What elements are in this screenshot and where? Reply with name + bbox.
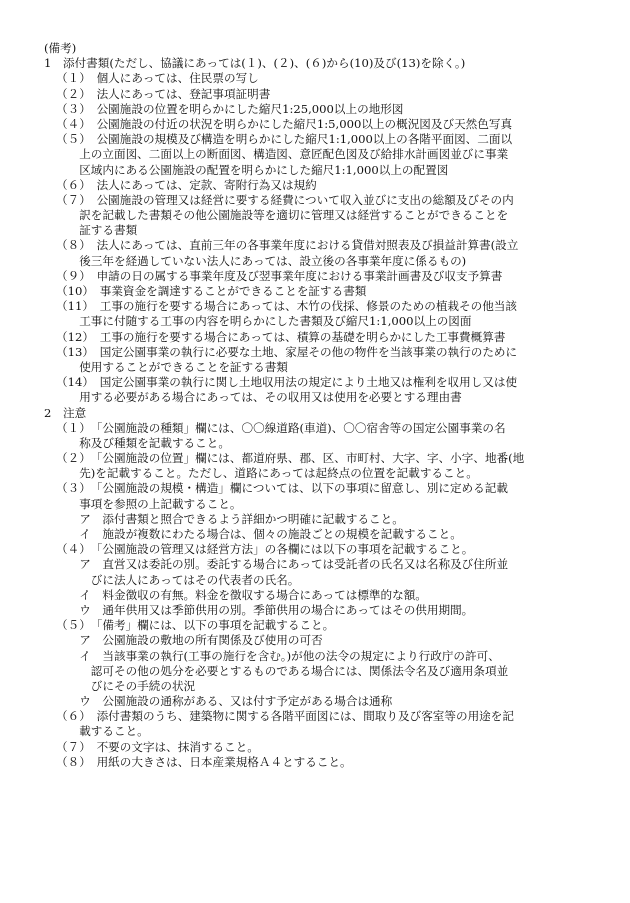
list-item-text: （14） 国定公園事業の執行に関し土地収用法の規定により土地又は権利を収用し又は使 [56, 375, 518, 390]
list-item [44, 102, 608, 117]
list-item [44, 269, 608, 284]
list-item [44, 709, 608, 739]
list-item-continuation: イ 料金徴収の有無。料金を徴収する場合にあっては標準的な額。 [56, 587, 427, 602]
list-item [44, 481, 608, 542]
list-item-text: （４） 「公園施設の管理又は経営方法」の各欄には以下の事項を記載すること。 [56, 542, 474, 557]
list-item [44, 238, 608, 268]
list-item-continuation: びにその手続の状況 [56, 678, 196, 693]
list-item-continuation: イ 当該事業の執行(工事の施行を含む。)が他の法令の規定により行政庁の許可、 [56, 648, 500, 663]
list-item-continuation: ア 公園施設の敷地の所有関係及び使用の可否 [56, 633, 323, 648]
list-item-text: （８） 法人にあっては、直前三年の各事業年度における貸借対照表及び損益計算書(設立 [56, 238, 519, 253]
list-item-text: （10） 事業資金を調達することができることを証する書類 [56, 284, 367, 298]
list-item-continuation: 区域内にある公園施設の配置を明らかにした縮尺1:1,000以上の配置図 [56, 162, 449, 177]
list-item [44, 542, 608, 618]
list-item-text: （７） 公園施設の管理又は経営に要する経費について収入並びに支出の総額及びその内 [56, 192, 514, 207]
list-item [44, 421, 608, 451]
list-item-text: （３） 公園施設の位置を明らかにした縮尺1:25,000以上の地形図 [56, 101, 404, 116]
list-item-continuation: 載すること。 [56, 724, 149, 739]
list-item [44, 740, 608, 755]
list-item-text: （６） 法人にあっては、定款、寄附行為又は規約 [56, 177, 317, 192]
list-item-text: （３） 「公園施設の規模・構造」欄については、以下の事項に留意し、別に定める記載 [56, 481, 508, 496]
remarks-label: (備考) [44, 41, 77, 55]
list-item-continuation: ウ 通年供用又は季節供用の別。季節供用の場合にあってはその供用期間。 [56, 602, 474, 617]
list-item-continuation: イ 施設が複数にわたる場合は、個々の施設ごとの規模を記載すること。 [56, 527, 462, 541]
section-2-list [44, 421, 608, 770]
list-item [44, 451, 608, 481]
list-item [44, 755, 608, 770]
list-item-continuation: 上の立面図、二面以上の断面図、構造図、意匠配色図及び給排水計画図並びに事業 [56, 147, 509, 162]
list-item-text: （８） 用紙の大きさは、日本産業規格Ａ４とすること。 [56, 754, 352, 769]
list-item [44, 132, 608, 178]
list-item-continuation: ア 直営又は委託の別。委託する場合にあっては受託者の氏名又は名称及び住所並 [56, 557, 509, 572]
list-item-text: （11） 工事の施行を要する場合にあっては、木竹の伐採、修景のための植栽その他当該 [56, 299, 517, 314]
section-1-heading: 1 添付書類(ただし、協議にあっては(１)、(２)、(６)から(10)及び(13)を除く。) [44, 56, 466, 71]
list-item-continuation: ウ 公園施設の通称がある、又は付す予定がある場合は通称 [56, 694, 393, 709]
list-item-text: （６） 添付書類のうち、建築物に関する各階平面図には、間取り及び客室等の用途を記 [56, 709, 514, 724]
list-item [44, 299, 608, 329]
list-item [44, 71, 608, 86]
list-item [44, 375, 608, 405]
list-item-text: （13） 国定公園事業の執行に必要な土地、家屋その他の物件を当該事業の執行のために [56, 344, 518, 359]
list-item [44, 193, 608, 239]
list-item-text: （５） 公園施設の規模及び構造を明らかにした縮尺1:1,000以上の各階平面図、二面以 [56, 132, 513, 147]
list-item-continuation: 証する書類 [56, 223, 138, 238]
section-2-heading: 2 注意 [44, 405, 87, 420]
list-item-text: （４） 公園施設の付近の状況を明らかにした縮尺1:5,000以上の概況図及び天然色写真 [56, 116, 513, 131]
list-item-continuation: びに法人にあってはその代表者の氏名。 [56, 572, 300, 587]
list-item-text: （２） 「公園施設の位置」欄には、都道府県、郡、区、市町村、大字、字、小字、地番(地 [56, 451, 525, 466]
list-item [44, 87, 608, 102]
list-item-continuation: ア 添付書類と照合できるよう詳細かつ明確に記載すること。 [56, 511, 404, 526]
list-item-continuation: 用する必要がある場合にあっては、その収用又は使用を必要とする理由書 [56, 390, 462, 405]
list-item [44, 345, 608, 375]
list-item [44, 330, 608, 345]
list-item-text: （１） 個人にあっては、住民票の写し [56, 71, 259, 86]
list-item-text: （９） 申請の日の属する事業年度及び翌事業年度における事業計画書及び収支予算書 [56, 268, 503, 283]
list-item [44, 284, 608, 299]
list-item-text: （12） 工事の施行を要する場合にあっては、積算の基礎を明らかにした工事費概算書 [56, 329, 506, 344]
list-item-continuation: 後三年を経過していない法人にあっては、設立後の各事業年度に係るもの) [56, 253, 467, 268]
list-item-text: （７） 不要の文字は、抹消すること。 [56, 739, 259, 754]
list-item-continuation: 訳を記載した書類その他公園施設等を適切に管理又は経営することができることを [56, 208, 509, 223]
list-item-text: （１） 「公園施設の種類」欄には、〇〇線道路(車道)、〇〇宿舎等の国定公園事業の名 [56, 420, 506, 435]
list-item-text: （２） 法人にあっては、登記事項証明書 [56, 86, 271, 101]
list-item-continuation: 工事に付随する工事の内容を明らかにした書類及び縮尺1:1,000以上の図面 [56, 314, 472, 329]
list-item [44, 178, 608, 193]
list-item [44, 117, 608, 132]
list-item-continuation: 使用することができることを証する書類 [56, 359, 288, 374]
list-item-continuation: 称及び種類を記載すること。 [56, 435, 230, 450]
list-item-continuation: 認可その他の処分を必要とするものである場合には、関係法令名及び適用条項並 [56, 663, 509, 678]
list-item-text: （５） 「備考」欄には、以下の事項を記載すること。 [56, 618, 335, 633]
section-1-list [44, 71, 608, 405]
list-item-continuation: 先)を記載すること。ただし、道路にあっては起終点の位置を記載すること。 [56, 466, 478, 481]
list-item [44, 618, 608, 709]
list-item-continuation: 事項を参照の上記載すること。 [56, 496, 242, 511]
